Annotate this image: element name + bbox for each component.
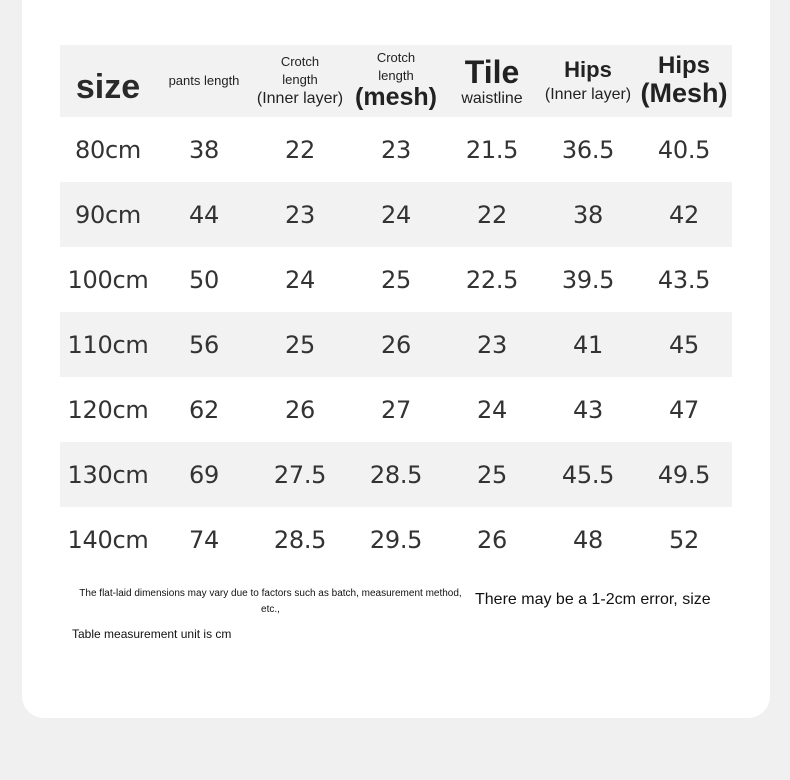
value-cell: 28.5 — [273, 525, 327, 554]
value-cell: 24 — [285, 265, 315, 294]
value-cell: 56 — [189, 330, 219, 359]
value-cell: 44 — [189, 200, 219, 229]
value-cell: 39.5 — [561, 265, 615, 294]
size-cell: 90cm — [75, 200, 141, 229]
header-crotch-mesh-line1: Crotch — [376, 49, 416, 65]
header-crotch-inner — [252, 45, 348, 117]
header-crotch-inner-line2: length — [282, 72, 318, 88]
value-cell: 38 — [573, 200, 603, 229]
value-cell: 28.5 — [369, 460, 423, 489]
size-table — [60, 45, 732, 572]
value-cell: 74 — [189, 525, 219, 554]
header-hips-inner-line2: (Inner layer) — [544, 86, 632, 104]
table-row — [60, 182, 732, 247]
note-unit: Table measurement unit is cm — [72, 627, 232, 641]
header-hips-mesh-line2: (Mesh) — [640, 78, 728, 109]
note-error: There may be a 1-2cm error, size — [475, 591, 711, 608]
size-cell: 140cm — [67, 525, 149, 554]
value-cell: 49.5 — [657, 460, 711, 489]
table-body — [60, 117, 732, 572]
value-cell: 22 — [477, 200, 507, 229]
header-crotch-mesh-line3: (mesh) — [355, 82, 437, 111]
size-cell: 120cm — [67, 395, 149, 424]
header-pants-length-label: pants length — [168, 72, 240, 88]
header-crotch-mesh — [348, 45, 444, 117]
value-cell: 24 — [381, 200, 411, 229]
value-cell: 23 — [381, 135, 411, 164]
value-cell: 23 — [477, 330, 507, 359]
value-cell: 23 — [285, 200, 315, 229]
value-cell: 29.5 — [369, 525, 423, 554]
value-cell: 27.5 — [273, 460, 327, 489]
value-cell: 43 — [573, 395, 603, 424]
value-cell: 22 — [285, 135, 315, 164]
value-cell: 42 — [669, 200, 699, 229]
header-size — [60, 45, 156, 117]
value-cell: 69 — [189, 460, 219, 489]
table-row — [60, 117, 732, 182]
header-tile-waistline — [444, 45, 540, 117]
value-cell: 41 — [573, 330, 603, 359]
header-tile-line2: waistline — [461, 89, 523, 107]
value-cell: 48 — [573, 525, 603, 554]
size-cell: 130cm — [67, 460, 149, 489]
value-cell: 47 — [669, 395, 699, 424]
value-cell: 25 — [381, 265, 411, 294]
table-row — [60, 442, 732, 507]
value-cell: 45 — [669, 330, 699, 359]
header-crotch-inner-line3: (Inner layer) — [256, 89, 344, 107]
header-hips-mesh — [636, 45, 732, 117]
header-hips-mesh-line1: Hips — [657, 51, 710, 79]
header-pants-length — [156, 45, 252, 117]
value-cell: 38 — [189, 135, 219, 164]
size-cell: 110cm — [67, 330, 149, 359]
value-cell: 26 — [381, 330, 411, 359]
value-cell: 36.5 — [561, 135, 615, 164]
notes-area — [60, 578, 732, 648]
header-tile-line1: Tile — [464, 53, 520, 90]
value-cell: 50 — [189, 265, 219, 294]
header-hips-inner-line1: Hips — [564, 57, 612, 83]
table-row — [60, 247, 732, 312]
table-row — [60, 377, 732, 442]
value-cell: 25 — [285, 330, 315, 359]
value-cell: 45.5 — [561, 460, 615, 489]
header-size-label: size — [75, 68, 141, 107]
note-flat-laid: The flat-laid dimensions may vary due to factors such as batch, measurement method, etc., — [79, 588, 462, 615]
value-cell: 27 — [381, 395, 411, 424]
table-row — [60, 312, 732, 377]
value-cell: 21.5 — [465, 135, 519, 164]
value-cell: 25 — [477, 460, 507, 489]
header-crotch-mesh-line2: length — [378, 68, 414, 84]
value-cell: 22.5 — [465, 265, 519, 294]
header-hips-inner — [540, 45, 636, 117]
value-cell: 40.5 — [657, 135, 711, 164]
table-header-row — [60, 45, 732, 117]
header-crotch-inner-line1: Crotch — [280, 53, 320, 69]
value-cell: 24 — [477, 395, 507, 424]
value-cell: 26 — [285, 395, 315, 424]
value-cell: 52 — [669, 525, 699, 554]
size-cell: 100cm — [67, 265, 149, 294]
table-row — [60, 507, 732, 572]
value-cell: 43.5 — [657, 265, 711, 294]
size-cell: 80cm — [75, 135, 141, 164]
value-cell: 26 — [477, 525, 507, 554]
value-cell: 62 — [189, 395, 219, 424]
